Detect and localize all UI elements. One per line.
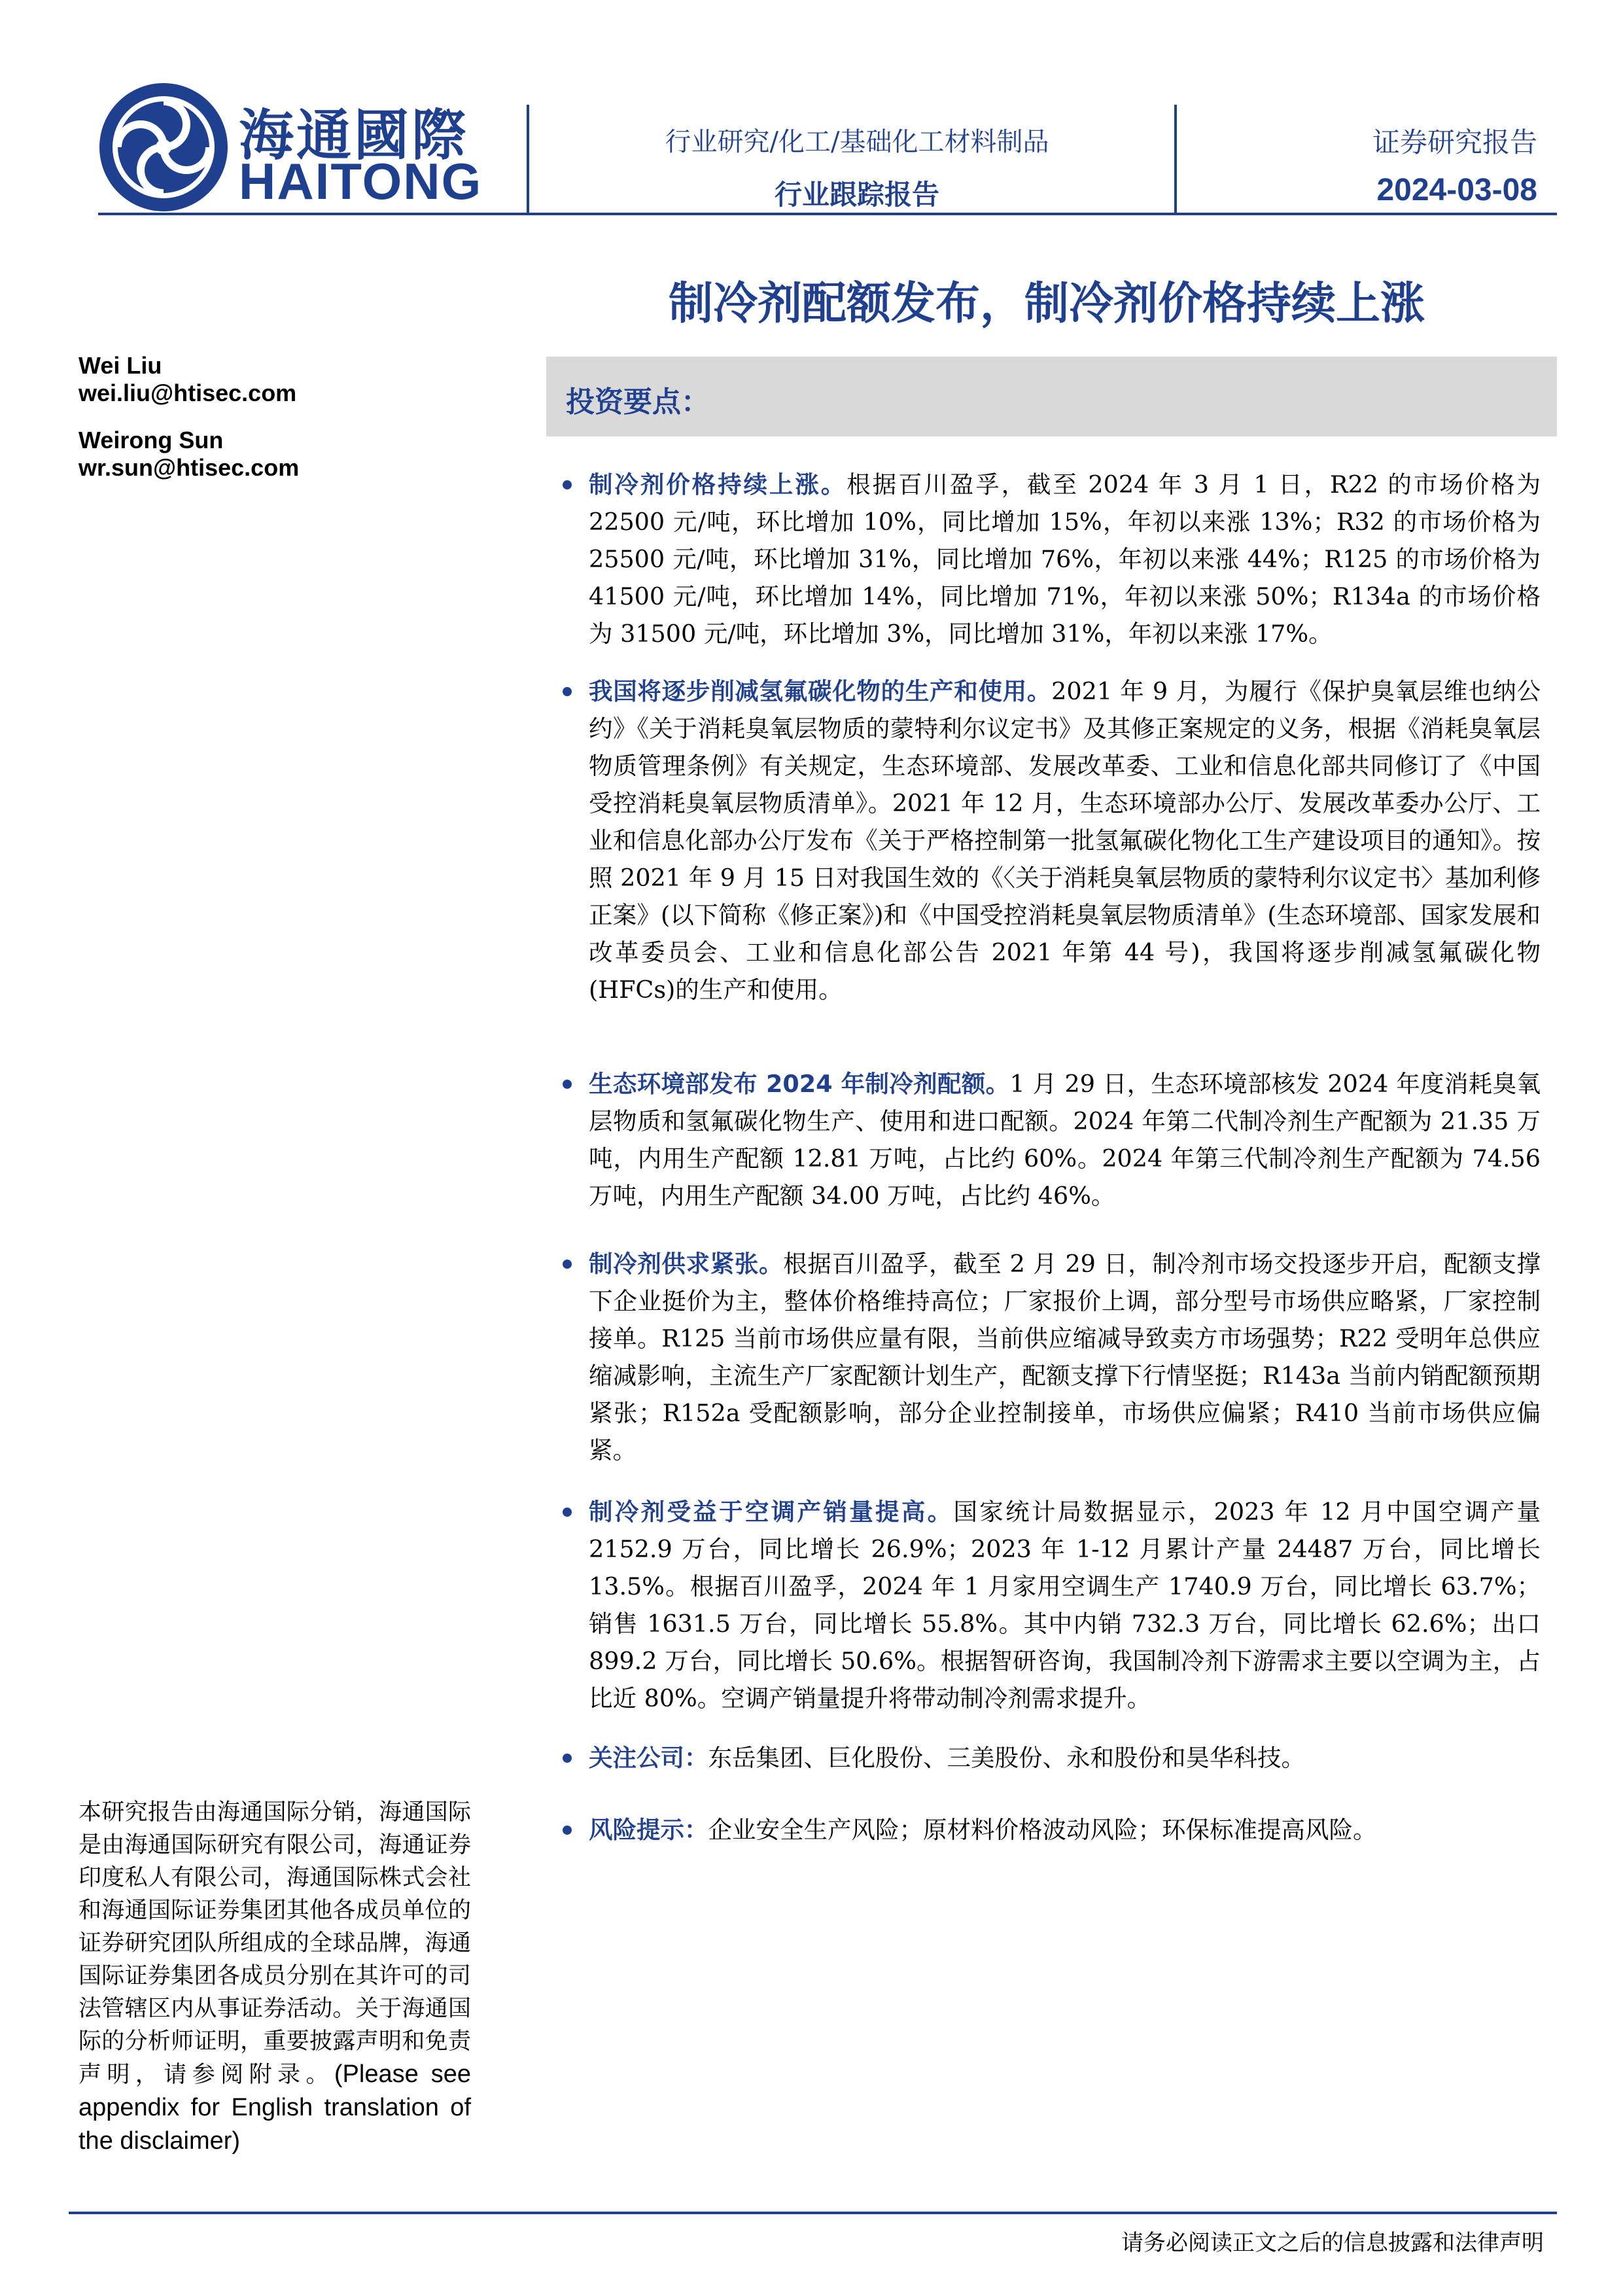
bullet-dot-icon	[563, 1826, 572, 1835]
author-email[interactable]: wei.liu@htisec.com	[79, 380, 297, 406]
bullet-item	[589, 1245, 1541, 1469]
footer-rule	[69, 2212, 1557, 2214]
header-divider	[527, 105, 529, 213]
bullet-item	[589, 1065, 1541, 1214]
bullet-dot-icon	[563, 1260, 572, 1269]
report-title: 制冷剂配额发布，制冷剂价格持续上涨	[668, 278, 1425, 330]
bullet-lead: 关注公司：	[589, 1744, 708, 1772]
bullet-dot-icon	[563, 480, 572, 489]
bullet-text: 1 月 29 日，生态环境部核发 2024 年度消耗臭氧层物质和氢氟碳化物生产、使用和进口配额。2024 年第二代制冷剂生产配额为 21.35 万吨，内用生产配额 12.81 万吨，占比约 60%。2024 年第三代制冷剂生产配额为 74.56 万吨，内用生产配额 34.00 万吨，占比约 46%。	[589, 1070, 1541, 1210]
bullet-text: 根据百川盈孚，截至 2024 年 3 月 1 日，R22 的市场价格为 22500 元/吨，环比增加 10%，同比增加 15%，年初以来涨 13%；R32 的市场价格为 25500 元/吨，环比增加 31%，同比增加 76%，年初以来涨 44%；R125 的市场价格为 41500 元/吨，环比增加 14%，同比增加 71%，年初以来涨 50%；R134a 的市场价格为 31500 元/吨，环比增加 3%，同比增加 31%，年初以来涨 17%。	[589, 470, 1541, 648]
report-tag: 证券研究报告	[1372, 126, 1537, 158]
logo-english-text: HAITONG	[239, 152, 483, 210]
author-name: Wei Liu	[79, 352, 162, 379]
bullet-dot-icon	[563, 1754, 572, 1763]
industry-category: 行业研究/化工/基础化工材料制品	[665, 127, 1049, 157]
bullet-text: 国家统计局数据显示，2023 年 12 月中国空调产量 2152.9 万台，同比增长 26.9%；2023 年 1-12 月累计产量 24487 万台，同比增长 13.5%。根据百川盈孚，2024 年 1 月家用空调生产 1740.9 万台，同比增长 63.7%；销售 1631.5 万台，同比增长 55.8%。其中内销 732.3 万台，同比增长 62.6%；出口 899.2 万台，同比增长 50.6%。根据智研咨询，我国制冷剂下游需求主要以空调为主，占比近 80%。空调产销量提升将带动制冷剂需求提升。	[589, 1498, 1541, 1712]
author-name: Weirong Sun	[79, 427, 224, 453]
header-divider	[1174, 105, 1177, 213]
disclaimer	[79, 1796, 471, 2158]
bullet-text: 东岳集团、巨化股份、三美股份、永和股份和昊华科技。	[708, 1744, 1305, 1772]
disclaimer-cn: 本研究报告由海通国际分销，海通国际是由海通国际研究有限公司，海通证券印度私人有限公司，海通国际株式会社和海通国际证券集团其他各成员单位的证券研究团队所组成的全球品牌，海通国际证券集团各成员分别在其许可的司法管辖区内从事证券活动。关于海通国际的分析师证明，重要披露声明和免责声明，请参阅附录。	[79, 1799, 471, 2088]
bullet-item	[589, 1493, 1541, 1717]
bullet-lead: 制冷剂供求紧张。	[589, 1250, 784, 1278]
bullet-dot-icon	[563, 1508, 572, 1517]
bullet-lead: 制冷剂价格持续上涨。	[589, 470, 847, 499]
bullet-lead: 制冷剂受益于空调产销量提高。	[589, 1498, 954, 1526]
logo-chinese-text: 海通國際	[239, 103, 470, 168]
bullet-lead: 我国将逐步削减氢氟碳化物的生产和使用。	[589, 677, 1052, 705]
bullet-lead: 生态环境部发布 2024 年制冷剂配额。	[589, 1070, 1010, 1098]
haitong-logo-icon	[98, 82, 229, 213]
bullet-item	[589, 673, 1541, 1008]
report-date: 2024-03-08	[1376, 173, 1537, 207]
bullet-lead: 风险提示：	[589, 1816, 708, 1844]
footer-note: 请务必阅读正文之后的信息披露和法律声明	[1121, 2230, 1544, 2256]
bullet-item	[589, 1739, 1541, 1776]
report-type: 行业跟踪报告	[774, 179, 939, 211]
bullet-text: 根据百川盈孚，截至 2 月 29 日，制冷剂市场交投逐步开启，配额支撑下企业挺价为主，整体价格维持高位；厂家报价上调，部分型号市场供应略紧，厂家控制接单。R125 当前市场供应量有限，当前供应缩减导致卖方市场强势；R22 受明年总供应缩减影响，主流生产厂家配额计划生产，配额支撑下行情坚挺；R143a 当前内销配额预期紧张；R152a 受配额影响，部分企业控制接单，市场供应偏紧；R410 当前市场供应偏紧。	[589, 1250, 1541, 1464]
bullet-text: 2021 年 9 月，为履行《保护臭氧层维也纳公约》《关于消耗臭氧层物质的蒙特利尔议定书》及其修正案规定的义务，根据《消耗臭氧层物质管理条例》有关规定，生态环境部、发展改革委、工业和信息化部共同修订了《中国受控消耗臭氧层物质清单》。2021 年 12 月，生态环境部办公厅、发展改革委办公厅、工业和信息化部办公厅发布《关于严格控制第一批氢氟碳化物化工生产建设项目的通知》。按照 2021 年 9 月 15 日对我国生效的《〈关于消耗臭氧层物质的蒙特利尔议定书〉基加利修正案》(以下简称《修正案》)和《中国受控消耗臭氧层物质清单》(生态环境部、国家发展和改革委员会、工业和信息化部公告 2021 年第 44 号)，我国将逐步削减氢氟碳化物(HFCs)的生产和使用。	[589, 677, 1541, 1004]
disclaimer-en: (Please see appendix for English translation of the disclaimer)	[79, 2060, 471, 2155]
header-rule	[98, 213, 1557, 215]
bullet-dot-icon	[563, 1080, 572, 1089]
bullet-item	[589, 466, 1541, 652]
bullet-dot-icon	[563, 687, 572, 696]
author-email[interactable]: wr.sun@htisec.com	[79, 454, 300, 481]
bullet-item	[589, 1811, 1541, 1848]
bullet-text: 企业安全生产风险；原材料价格波动风险；环保标准提高风险。	[708, 1816, 1377, 1844]
key-points-label: 投资要点：	[566, 385, 710, 419]
